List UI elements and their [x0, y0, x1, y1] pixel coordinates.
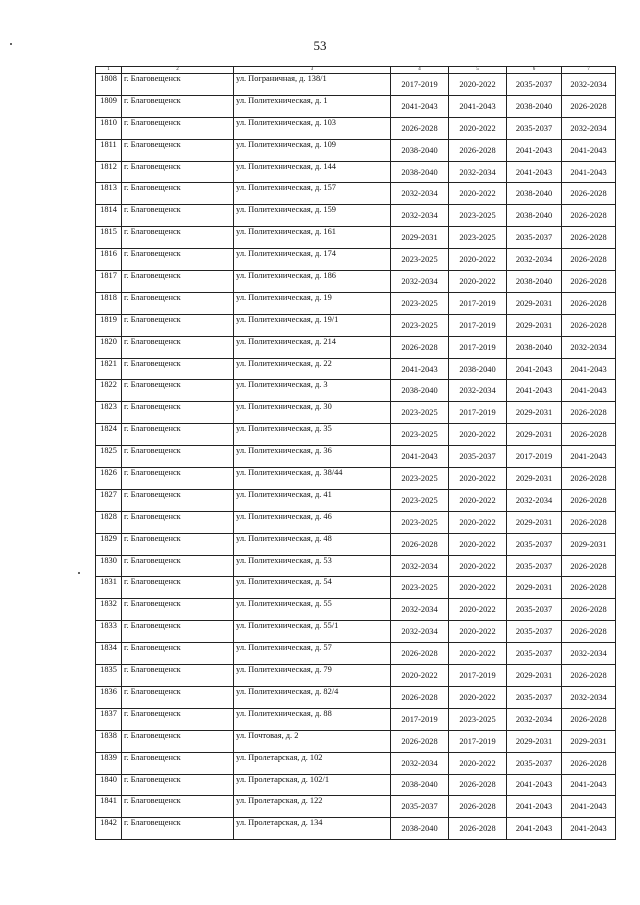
period-cell-4: 2026-2028	[562, 489, 616, 511]
address-cell: ул. Политехническая, д. 54	[234, 577, 391, 599]
period-cell-4: 2032-2034	[562, 336, 616, 358]
period-cell-3: 2041-2043	[507, 774, 562, 796]
column-number-7: 7	[562, 67, 616, 74]
column-number-5: 5	[449, 67, 507, 74]
period-cell-1: 2023-2025	[391, 577, 449, 599]
period-cell-4: 2026-2028	[562, 227, 616, 249]
header-row	[96, 67, 616, 74]
period-cell-1: 2041-2043	[391, 358, 449, 380]
period-cell-1: 2023-2025	[391, 511, 449, 533]
row-number: 1808	[96, 74, 122, 96]
address-cell: ул. Политехническая, д. 1	[234, 95, 391, 117]
period-cell-2: 2017-2019	[449, 292, 507, 314]
city-cell: г. Благовещенск	[122, 708, 234, 730]
period-cell-1: 2020-2022	[391, 665, 449, 687]
row-number: 1820	[96, 336, 122, 358]
address-cell: ул. Политехническая, д. 79	[234, 665, 391, 687]
period-cell-2: 2020-2022	[449, 511, 507, 533]
period-cell-4: 2026-2028	[562, 292, 616, 314]
row-number: 1835	[96, 665, 122, 687]
table-row	[96, 665, 616, 687]
row-number: 1841	[96, 796, 122, 818]
period-cell-2: 2023-2025	[449, 205, 507, 227]
row-number: 1822	[96, 380, 122, 402]
period-cell-3: 2017-2019	[507, 446, 562, 468]
table-row	[96, 380, 616, 402]
period-cell-2: 2020-2022	[449, 74, 507, 96]
period-cell-3: 2029-2031	[507, 730, 562, 752]
period-cell-4: 2041-2043	[562, 139, 616, 161]
city-cell: г. Благовещенск	[122, 818, 234, 840]
table-row	[96, 227, 616, 249]
table-row	[96, 336, 616, 358]
period-cell-2: 2041-2043	[449, 95, 507, 117]
period-cell-4: 2029-2031	[562, 730, 616, 752]
period-cell-4: 2026-2028	[562, 424, 616, 446]
table-row	[96, 533, 616, 555]
row-number: 1814	[96, 205, 122, 227]
city-cell: г. Благовещенск	[122, 271, 234, 293]
period-cell-3: 2041-2043	[507, 161, 562, 183]
row-number: 1818	[96, 292, 122, 314]
table-row	[96, 161, 616, 183]
period-cell-4: 2026-2028	[562, 95, 616, 117]
period-cell-3: 2038-2040	[507, 95, 562, 117]
period-cell-2: 2020-2022	[449, 686, 507, 708]
period-cell-3: 2029-2031	[507, 577, 562, 599]
table-row	[96, 489, 616, 511]
table-row	[96, 271, 616, 293]
city-cell: г. Благовещенск	[122, 686, 234, 708]
period-cell-1: 2026-2028	[391, 643, 449, 665]
table-row	[96, 74, 616, 96]
page-number: 53	[313, 38, 327, 53]
period-cell-2: 2020-2022	[449, 643, 507, 665]
period-cell-4: 2026-2028	[562, 468, 616, 490]
address-cell: ул. Политехническая, д. 19	[234, 292, 391, 314]
table-row	[96, 774, 616, 796]
period-cell-3: 2038-2040	[507, 205, 562, 227]
city-cell: г. Благовещенск	[122, 95, 234, 117]
table-row	[96, 314, 616, 336]
city-cell: г. Благовещенск	[122, 730, 234, 752]
table-row	[96, 599, 616, 621]
period-cell-2: 2026-2028	[449, 774, 507, 796]
city-cell: г. Благовещенск	[122, 249, 234, 271]
period-cell-1: 2026-2028	[391, 686, 449, 708]
table-row	[96, 249, 616, 271]
period-cell-1: 2038-2040	[391, 380, 449, 402]
table-row	[96, 577, 616, 599]
city-cell: г. Благовещенск	[122, 139, 234, 161]
row-number: 1810	[96, 117, 122, 139]
period-cell-2: 2017-2019	[449, 402, 507, 424]
address-cell: ул. Политехническая, д. 82/4	[234, 686, 391, 708]
period-cell-3: 2029-2031	[507, 292, 562, 314]
city-cell: г. Благовещенск	[122, 796, 234, 818]
period-cell-4: 2029-2031	[562, 533, 616, 555]
table-row	[96, 708, 616, 730]
city-cell: г. Благовещенск	[122, 599, 234, 621]
row-number: 1840	[96, 774, 122, 796]
table-row	[96, 205, 616, 227]
city-cell: г. Благовещенск	[122, 358, 234, 380]
address-cell: ул. Политехническая, д. 36	[234, 446, 391, 468]
row-number: 1839	[96, 752, 122, 774]
period-cell-3: 2035-2037	[507, 117, 562, 139]
table-row	[96, 139, 616, 161]
table-row	[96, 730, 616, 752]
period-cell-3: 2038-2040	[507, 271, 562, 293]
table-row	[96, 621, 616, 643]
period-cell-1: 2032-2034	[391, 271, 449, 293]
period-cell-4: 2041-2043	[562, 161, 616, 183]
period-cell-4: 2026-2028	[562, 555, 616, 577]
city-cell: г. Благовещенск	[122, 446, 234, 468]
scan-speck	[78, 572, 80, 574]
period-cell-2: 2020-2022	[449, 489, 507, 511]
city-cell: г. Благовещенск	[122, 643, 234, 665]
city-cell: г. Благовещенск	[122, 161, 234, 183]
table-row	[96, 818, 616, 840]
period-cell-3: 2038-2040	[507, 336, 562, 358]
period-cell-2: 2020-2022	[449, 424, 507, 446]
period-cell-2: 2026-2028	[449, 796, 507, 818]
address-cell: ул. Политехническая, д. 19/1	[234, 314, 391, 336]
period-cell-2: 2026-2028	[449, 139, 507, 161]
row-number: 1827	[96, 489, 122, 511]
period-cell-3: 2032-2034	[507, 249, 562, 271]
period-cell-4: 2026-2028	[562, 621, 616, 643]
table-body	[96, 74, 616, 840]
period-cell-2: 2020-2022	[449, 271, 507, 293]
period-cell-3: 2035-2037	[507, 643, 562, 665]
table-row	[96, 643, 616, 665]
period-cell-2: 2020-2022	[449, 533, 507, 555]
period-cell-3: 2041-2043	[507, 796, 562, 818]
table-row	[96, 292, 616, 314]
period-cell-2: 2017-2019	[449, 314, 507, 336]
period-cell-1: 2038-2040	[391, 774, 449, 796]
period-cell-4: 2032-2034	[562, 117, 616, 139]
city-cell: г. Благовещенск	[122, 227, 234, 249]
period-cell-2: 2020-2022	[449, 599, 507, 621]
period-cell-2: 2020-2022	[449, 555, 507, 577]
address-cell: ул. Политехническая, д. 30	[234, 402, 391, 424]
table-row	[96, 95, 616, 117]
address-cell: ул. Политехническая, д. 157	[234, 183, 391, 205]
period-cell-1: 2032-2034	[391, 555, 449, 577]
period-cell-4: 2032-2034	[562, 74, 616, 96]
address-cell: ул. Пограничная, д. 138/1	[234, 74, 391, 96]
period-cell-1: 2023-2025	[391, 402, 449, 424]
table-row	[96, 796, 616, 818]
period-cell-3: 2041-2043	[507, 818, 562, 840]
period-cell-3: 2032-2034	[507, 708, 562, 730]
city-cell: г. Благовещенск	[122, 752, 234, 774]
column-number-6: 6	[507, 67, 562, 74]
period-cell-4: 2026-2028	[562, 314, 616, 336]
period-cell-1: 2035-2037	[391, 796, 449, 818]
row-number: 1829	[96, 533, 122, 555]
row-number: 1824	[96, 424, 122, 446]
row-number: 1831	[96, 577, 122, 599]
period-cell-3: 2032-2034	[507, 489, 562, 511]
period-cell-1: 2026-2028	[391, 336, 449, 358]
period-cell-3: 2029-2031	[507, 665, 562, 687]
period-cell-3: 2035-2037	[507, 621, 562, 643]
period-cell-3: 2029-2031	[507, 424, 562, 446]
table-row	[96, 511, 616, 533]
period-cell-4: 2026-2028	[562, 249, 616, 271]
column-number-1: 1	[96, 67, 122, 74]
period-cell-3: 2035-2037	[507, 533, 562, 555]
table-row	[96, 358, 616, 380]
period-cell-1: 2032-2034	[391, 599, 449, 621]
period-cell-1: 2023-2025	[391, 424, 449, 446]
city-cell: г. Благовещенск	[122, 402, 234, 424]
row-number: 1817	[96, 271, 122, 293]
address-cell: ул. Политехническая, д. 38/44	[234, 468, 391, 490]
period-cell-4: 2032-2034	[562, 686, 616, 708]
period-cell-1: 2038-2040	[391, 161, 449, 183]
period-cell-2: 2020-2022	[449, 249, 507, 271]
period-cell-2: 2023-2025	[449, 227, 507, 249]
address-cell: ул. Политехническая, д. 186	[234, 271, 391, 293]
table-row	[96, 468, 616, 490]
city-cell: г. Благовещенск	[122, 183, 234, 205]
row-number: 1830	[96, 555, 122, 577]
period-cell-3: 2035-2037	[507, 74, 562, 96]
table-row	[96, 555, 616, 577]
period-cell-1: 2032-2034	[391, 752, 449, 774]
period-cell-4: 2041-2043	[562, 796, 616, 818]
row-number: 1823	[96, 402, 122, 424]
period-cell-1: 2023-2025	[391, 249, 449, 271]
city-cell: г. Благовещенск	[122, 511, 234, 533]
period-cell-1: 2017-2019	[391, 74, 449, 96]
address-cell: ул. Политехническая, д. 161	[234, 227, 391, 249]
period-cell-1: 2023-2025	[391, 489, 449, 511]
period-cell-4: 2026-2028	[562, 402, 616, 424]
row-number: 1811	[96, 139, 122, 161]
city-cell: г. Благовещенск	[122, 117, 234, 139]
period-cell-1: 2026-2028	[391, 117, 449, 139]
table-row	[96, 686, 616, 708]
period-cell-1: 2032-2034	[391, 205, 449, 227]
city-cell: г. Благовещенск	[122, 292, 234, 314]
address-cell: ул. Политехническая, д. 57	[234, 643, 391, 665]
period-cell-4: 2026-2028	[562, 511, 616, 533]
period-cell-3: 2029-2031	[507, 511, 562, 533]
city-cell: г. Благовещенск	[122, 380, 234, 402]
period-cell-2: 2023-2025	[449, 708, 507, 730]
address-cell: ул. Политехническая, д. 55	[234, 599, 391, 621]
row-number: 1809	[96, 95, 122, 117]
period-cell-2: 2017-2019	[449, 336, 507, 358]
row-number: 1834	[96, 643, 122, 665]
period-cell-2: 2020-2022	[449, 117, 507, 139]
row-number: 1836	[96, 686, 122, 708]
row-number: 1812	[96, 161, 122, 183]
city-cell: г. Благовещенск	[122, 621, 234, 643]
scan-speck	[10, 43, 12, 45]
period-cell-2: 2020-2022	[449, 577, 507, 599]
address-cell: ул. Пролетарская, д. 122	[234, 796, 391, 818]
address-cell: ул. Пролетарская, д. 134	[234, 818, 391, 840]
address-cell: ул. Почтовая, д. 2	[234, 730, 391, 752]
period-cell-3: 2038-2040	[507, 183, 562, 205]
row-number: 1826	[96, 468, 122, 490]
period-cell-3: 2029-2031	[507, 402, 562, 424]
period-cell-3: 2035-2037	[507, 555, 562, 577]
table-row	[96, 424, 616, 446]
city-cell: г. Благовещенск	[122, 74, 234, 96]
period-cell-4: 2041-2043	[562, 818, 616, 840]
period-cell-2: 2020-2022	[449, 468, 507, 490]
period-cell-3: 2041-2043	[507, 139, 562, 161]
row-number: 1838	[96, 730, 122, 752]
address-cell: ул. Политехническая, д. 144	[234, 161, 391, 183]
address-cell: ул. Политехническая, д. 22	[234, 358, 391, 380]
address-cell: ул. Политехническая, д. 109	[234, 139, 391, 161]
period-cell-4: 2041-2043	[562, 358, 616, 380]
row-number: 1816	[96, 249, 122, 271]
period-cell-4: 2041-2043	[562, 774, 616, 796]
period-cell-1: 2023-2025	[391, 314, 449, 336]
period-cell-3: 2035-2037	[507, 752, 562, 774]
period-cell-2: 2017-2019	[449, 665, 507, 687]
period-cell-2: 2032-2034	[449, 380, 507, 402]
period-cell-2: 2035-2037	[449, 446, 507, 468]
row-number: 1815	[96, 227, 122, 249]
city-cell: г. Благовещенск	[122, 533, 234, 555]
address-cell: ул. Пролетарская, д. 102	[234, 752, 391, 774]
table-row	[96, 183, 616, 205]
period-cell-4: 2026-2028	[562, 271, 616, 293]
address-cell: ул. Политехническая, д. 159	[234, 205, 391, 227]
row-number: 1821	[96, 358, 122, 380]
period-cell-3: 2029-2031	[507, 314, 562, 336]
city-cell: г. Благовещенск	[122, 577, 234, 599]
period-cell-1: 2038-2040	[391, 139, 449, 161]
period-cell-2: 2020-2022	[449, 183, 507, 205]
period-cell-2: 2017-2019	[449, 730, 507, 752]
period-cell-1: 2026-2028	[391, 533, 449, 555]
row-number: 1837	[96, 708, 122, 730]
housing-repair-schedule-table	[95, 66, 616, 840]
city-cell: г. Благовещенск	[122, 489, 234, 511]
period-cell-2: 2026-2028	[449, 818, 507, 840]
period-cell-4: 2026-2028	[562, 752, 616, 774]
period-cell-1: 2032-2034	[391, 621, 449, 643]
table-row	[96, 117, 616, 139]
table-row	[96, 446, 616, 468]
period-cell-3: 2035-2037	[507, 686, 562, 708]
address-cell: ул. Политехническая, д. 41	[234, 489, 391, 511]
city-cell: г. Благовещенск	[122, 468, 234, 490]
period-cell-1: 2023-2025	[391, 292, 449, 314]
period-cell-2: 2032-2034	[449, 161, 507, 183]
address-cell: ул. Политехническая, д. 214	[234, 336, 391, 358]
city-cell: г. Благовещенск	[122, 314, 234, 336]
city-cell: г. Благовещенск	[122, 774, 234, 796]
row-number: 1825	[96, 446, 122, 468]
column-number-3: 3	[234, 67, 391, 74]
row-number: 1833	[96, 621, 122, 643]
row-number: 1828	[96, 511, 122, 533]
address-cell: ул. Политехническая, д. 103	[234, 117, 391, 139]
period-cell-3: 2035-2037	[507, 599, 562, 621]
period-cell-4: 2032-2034	[562, 643, 616, 665]
period-cell-1: 2029-2031	[391, 227, 449, 249]
period-cell-4: 2026-2028	[562, 577, 616, 599]
period-cell-2: 2038-2040	[449, 358, 507, 380]
row-number: 1842	[96, 818, 122, 840]
city-cell: г. Благовещенск	[122, 665, 234, 687]
period-cell-3: 2035-2037	[507, 227, 562, 249]
column-number-4: 4	[391, 67, 449, 74]
address-cell: ул. Политехническая, д. 3	[234, 380, 391, 402]
address-cell: ул. Политехническая, д. 174	[234, 249, 391, 271]
address-cell: ул. Политехническая, д. 48	[234, 533, 391, 555]
period-cell-3: 2041-2043	[507, 358, 562, 380]
city-cell: г. Благовещенск	[122, 336, 234, 358]
table-row	[96, 752, 616, 774]
period-cell-1: 2026-2028	[391, 730, 449, 752]
address-cell: ул. Пролетарская, д. 102/1	[234, 774, 391, 796]
period-cell-2: 2020-2022	[449, 752, 507, 774]
city-cell: г. Благовещенск	[122, 424, 234, 446]
period-cell-4: 2026-2028	[562, 665, 616, 687]
table-header	[96, 67, 616, 74]
address-cell: ул. Политехническая, д. 35	[234, 424, 391, 446]
address-cell: ул. Политехническая, д. 88	[234, 708, 391, 730]
row-number: 1819	[96, 314, 122, 336]
row-number: 1813	[96, 183, 122, 205]
period-cell-1: 2038-2040	[391, 818, 449, 840]
period-cell-4: 2026-2028	[562, 183, 616, 205]
table-row	[96, 402, 616, 424]
period-cell-4: 2041-2043	[562, 380, 616, 402]
column-number-2: 2	[122, 67, 234, 74]
city-cell: г. Благовещенск	[122, 555, 234, 577]
period-cell-1: 2032-2034	[391, 183, 449, 205]
row-number: 1832	[96, 599, 122, 621]
address-cell: ул. Политехническая, д. 53	[234, 555, 391, 577]
address-cell: ул. Политехническая, д. 55/1	[234, 621, 391, 643]
period-cell-1: 2041-2043	[391, 446, 449, 468]
period-cell-1: 2023-2025	[391, 468, 449, 490]
period-cell-3: 2041-2043	[507, 380, 562, 402]
address-cell: ул. Политехническая, д. 46	[234, 511, 391, 533]
period-cell-2: 2020-2022	[449, 621, 507, 643]
period-cell-3: 2029-2031	[507, 468, 562, 490]
period-cell-1: 2041-2043	[391, 95, 449, 117]
city-cell: г. Благовещенск	[122, 205, 234, 227]
period-cell-4: 2026-2028	[562, 205, 616, 227]
period-cell-4: 2026-2028	[562, 599, 616, 621]
period-cell-4: 2041-2043	[562, 446, 616, 468]
period-cell-4: 2026-2028	[562, 708, 616, 730]
period-cell-1: 2017-2019	[391, 708, 449, 730]
